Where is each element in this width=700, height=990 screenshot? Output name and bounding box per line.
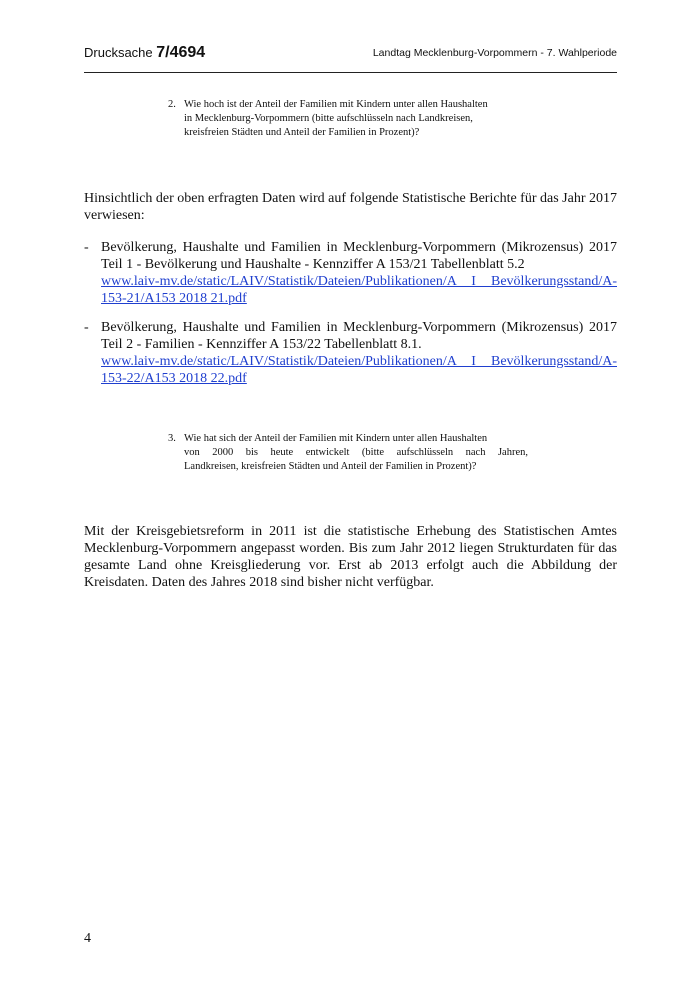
question-3: [168, 432, 528, 476]
reference-title: Bevölkerung, Haushalte und Familien in Mecklenburg-Vorpommern (Mikrozensus) 2017: [101, 240, 617, 255]
reference-link[interactable]: 153-21/A153 2018 21.pdf: [101, 291, 247, 306]
question-line: Landkreisen, kreisfreien Städten und Anteil der Familien in Prozent)?: [184, 461, 477, 472]
parliament-label: Landtag Mecklenburg-Vorpommern - 7. Wahlperiode: [372, 47, 617, 59]
header-rule: [84, 72, 617, 73]
answer-3-paragraph: [84, 523, 617, 593]
paragraph-line: Hinsichtlich der oben erfragten Daten wird auf folgende Statistische Berichte für das Jahr 2017: [84, 191, 617, 206]
paragraph-line: gesamte Land ohne Kreisgliederung vor. Erst ab 2013 erfolgt auch die Abbildung der: [84, 558, 617, 573]
question-number: 3.: [168, 433, 176, 444]
paragraph-line: verwiesen:: [84, 208, 145, 223]
reference-subtitle: Teil 2 - Familien - Kennziffer A 153/22 Tabellenblatt 8.1.: [101, 337, 422, 352]
page-header: [84, 42, 617, 66]
page-number: 4: [84, 931, 91, 946]
document-id: [84, 44, 205, 62]
reference-title: Bevölkerung, Haushalte und Familien in Mecklenburg-Vorpommern (Mikrozensus) 2017: [101, 320, 617, 335]
reference-subtitle: Teil 1 - Bevölkerung und Haushalte - Kennziffer A 153/21 Tabellenblatt 5.2: [101, 257, 525, 272]
question-line: Wie hoch ist der Anteil der Familien mit Kindern unter allen Haushalten: [184, 99, 488, 110]
question-number: 2.: [168, 99, 176, 110]
question-line: in Mecklenburg-Vorpommern (bitte aufschlüsseln nach Landkreisen,: [184, 113, 473, 124]
list-dash: -: [84, 240, 89, 255]
question-line: kreisfreien Städten und Anteil der Familien in Prozent)?: [184, 127, 420, 138]
question-line: von 2000 bis heute entwickelt (bitte aufschlüsseln nach Jahren,: [184, 447, 528, 458]
question-2: [168, 98, 528, 142]
question-line: Wie hat sich der Anteil der Familien mit Kindern unter allen Haushalten: [184, 433, 488, 444]
reference-item-2: [84, 319, 617, 389]
reference-link[interactable]: www.laiv-mv.de/static/LAIV/Statistik/Dateien/Publikationen/A I Bevölkerungsstand/A-: [101, 274, 617, 289]
reference-item-1: [84, 239, 617, 309]
paragraph-line: Mit der Kreisgebietsreform in 2011 ist die statistische Erhebung des Statistischen Amtes: [84, 524, 617, 539]
doc-number: 7/4694: [156, 44, 206, 61]
doc-label: Drucksache: [84, 45, 157, 60]
paragraph-line: Mecklenburg-Vorpommern angepasst worden. Bis zum Jahr 2012 liegen Strukturdaten für das: [84, 541, 617, 556]
reference-link[interactable]: 153-22/A153 2018 22.pdf: [101, 371, 247, 386]
list-dash: -: [84, 320, 89, 335]
reference-link[interactable]: www.laiv-mv.de/static/LAIV/Statistik/Dateien/Publikationen/A I Bevölkerungsstand/A-: [101, 354, 617, 369]
paragraph-line: Kreisdaten. Daten des Jahres 2018 sind bisher nicht verfügbar.: [84, 575, 434, 590]
answer-2-paragraph: [84, 190, 617, 226]
